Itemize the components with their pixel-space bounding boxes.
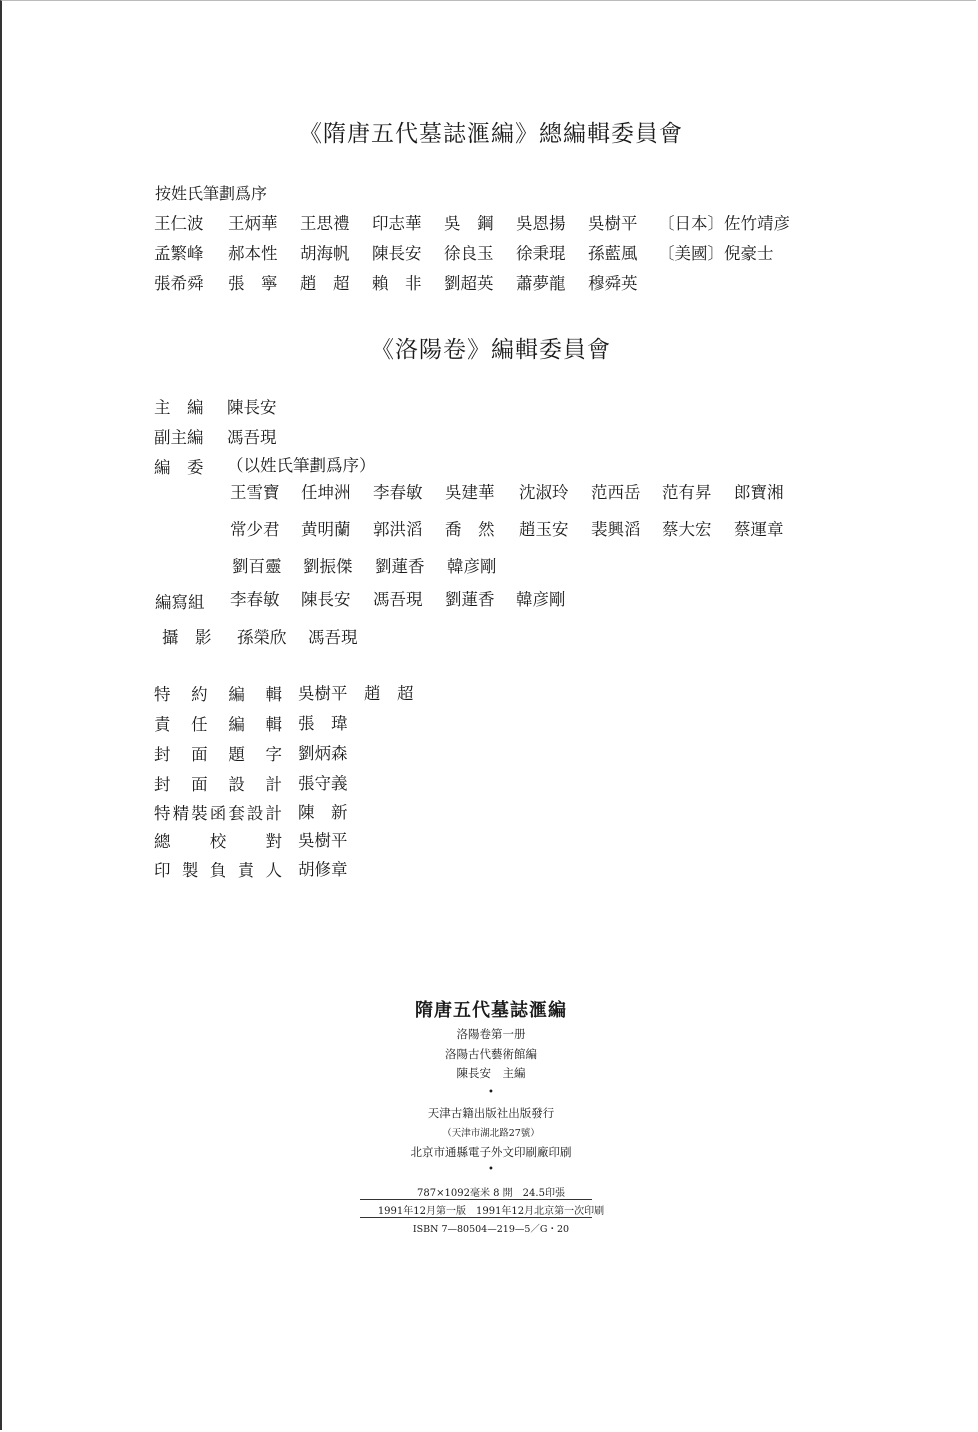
member-name: 賴 非: [372, 274, 422, 293]
member-name: 張希舜: [154, 274, 204, 293]
credit-label: 總 校 對: [154, 832, 282, 851]
separator-dot: •: [488, 1087, 494, 1098]
colophon-compiler: 洛陽古代藝術館編: [445, 1047, 537, 1061]
separator-dot: •: [488, 1164, 494, 1175]
member-name: 韓彦剛: [447, 557, 497, 576]
member-name: 蕭夢龍: [516, 274, 566, 293]
general-committee-title: 《隋唐五代墓誌滙編》總編輯委員會: [299, 121, 683, 147]
member-name: 趙 超: [300, 274, 350, 293]
member-name: 吳樹平: [588, 214, 638, 233]
member-name: 裴興滔: [591, 520, 641, 539]
writing-group-label: 編寫組: [155, 593, 205, 612]
member-name: 王雪寶: [230, 483, 280, 502]
credit-value: 劉炳森: [298, 744, 348, 763]
chief-editor-name: 陳長安: [227, 398, 277, 417]
member-name: 孟繁峰: [154, 244, 204, 263]
member-name: 王思禮: [300, 214, 350, 233]
credit-label: 印 製 負 責 人: [154, 861, 282, 880]
members-note: （以姓氏筆劃爲序）: [227, 456, 376, 475]
member-name: 印志華: [372, 214, 422, 233]
chief-editor-label: 主 編: [154, 398, 204, 417]
member-name: 王仁波: [154, 214, 204, 233]
sort-note: 按姓氏筆劃爲序: [155, 184, 268, 203]
member-name: 喬 然: [445, 520, 495, 539]
member-name: 吳恩揚: [516, 214, 566, 233]
credit-label: 責 任 編 輯: [154, 715, 282, 734]
member-name: 吳建華: [445, 483, 495, 502]
colophon-title: 隋唐五代墓誌滙編: [415, 1000, 567, 1021]
member-name: 陳長安: [301, 590, 351, 609]
member-name: 范西岳: [591, 483, 641, 502]
member-name: 郝本性: [228, 244, 278, 263]
colophon-volume: 洛陽卷第一册: [456, 1027, 526, 1041]
credit-label: 封 面 題 字: [154, 745, 282, 764]
member-name: 李春敏: [373, 483, 423, 502]
deputy-editor-label: 副主編: [154, 428, 204, 447]
member-name: 胡海帆: [300, 244, 350, 263]
credit-value: 張守義: [298, 774, 348, 793]
credit-label: 封 面 設 計: [154, 775, 282, 794]
member-name: 范有昇: [662, 483, 712, 502]
credit-value: 張 瑋: [298, 714, 348, 733]
member-name: 韓彦剛: [516, 590, 566, 609]
member-name: 常少君: [230, 520, 280, 539]
member-name: 劉蓮香: [375, 557, 425, 576]
credit-value: 吳樹平: [298, 831, 348, 850]
member-name: 劉超英: [444, 274, 494, 293]
colophon-format: 787×1092毫米 8 開 24.5印張: [417, 1188, 565, 1199]
deputy-editor-name: 馮吾現: [227, 428, 277, 447]
colophon-isbn: ISBN 7—80504—219—5／G・20: [412, 1224, 570, 1235]
member-name: 馮吾現: [308, 628, 358, 647]
member-name: 徐良玉: [444, 244, 494, 263]
member-name: 孫藍風: [588, 244, 638, 263]
member-name: 蔡大宏: [662, 520, 712, 539]
credit-value: 胡修章: [298, 860, 348, 879]
member-name: 郭洪滔: [373, 520, 423, 539]
credit-label: 特 精 裝 函 套 設 計: [154, 804, 282, 823]
luoyang-committee-title: 《洛陽卷》編輯委員會: [371, 337, 611, 363]
credit-value: 吳樹平 趙 超: [298, 684, 414, 703]
divider: [360, 1217, 592, 1218]
member-name: 劉百靈: [232, 557, 282, 576]
member-name: 劉振傑: [303, 557, 353, 576]
member-name: 劉蓮香: [445, 590, 495, 609]
divider: [360, 1199, 592, 1200]
credit-label: 特 約 編 輯: [154, 685, 282, 704]
member-name: 任坤洲: [301, 483, 351, 502]
credit-value: 陳 新: [298, 803, 348, 822]
member-name: 孫榮欣: [237, 628, 287, 647]
member-name: 吳 鋼: [444, 214, 494, 233]
colophon-printer: 北京市通縣電子外文印刷廠印刷: [410, 1145, 572, 1159]
colophon-address: （天津市湖北路27號）: [442, 1128, 540, 1139]
colophon-publisher: 天津古籍出版社出版發行: [427, 1106, 555, 1120]
member-name: 徐秉琨: [516, 244, 566, 263]
member-name: 黄明蘭: [301, 520, 351, 539]
member-name: 穆舜英: [588, 274, 638, 293]
colophon-edition: 1991年12月第一版 1991年12月北京第一次印刷: [377, 1206, 605, 1217]
member-name: 馮吾現: [373, 590, 423, 609]
member-name: 李春敏: [230, 590, 280, 609]
member-name: 沈淑玲: [519, 483, 569, 502]
member-name: 郎寶湘: [734, 483, 784, 502]
members-label: 編 委: [154, 458, 204, 477]
member-name: 張 寧: [228, 274, 278, 293]
member-name: 〔日本〕佐竹靖彦: [658, 214, 790, 233]
member-name: 趙玉安: [519, 520, 569, 539]
photo-label: 攝 影: [162, 628, 212, 647]
member-name: 陳長安: [372, 244, 422, 263]
member-name: 〔美國〕倪豪士: [658, 244, 774, 263]
member-name: 王炳華: [228, 214, 278, 233]
colophon-editor: 陳長安 主編: [456, 1066, 526, 1080]
member-name: 蔡運章: [734, 520, 784, 539]
